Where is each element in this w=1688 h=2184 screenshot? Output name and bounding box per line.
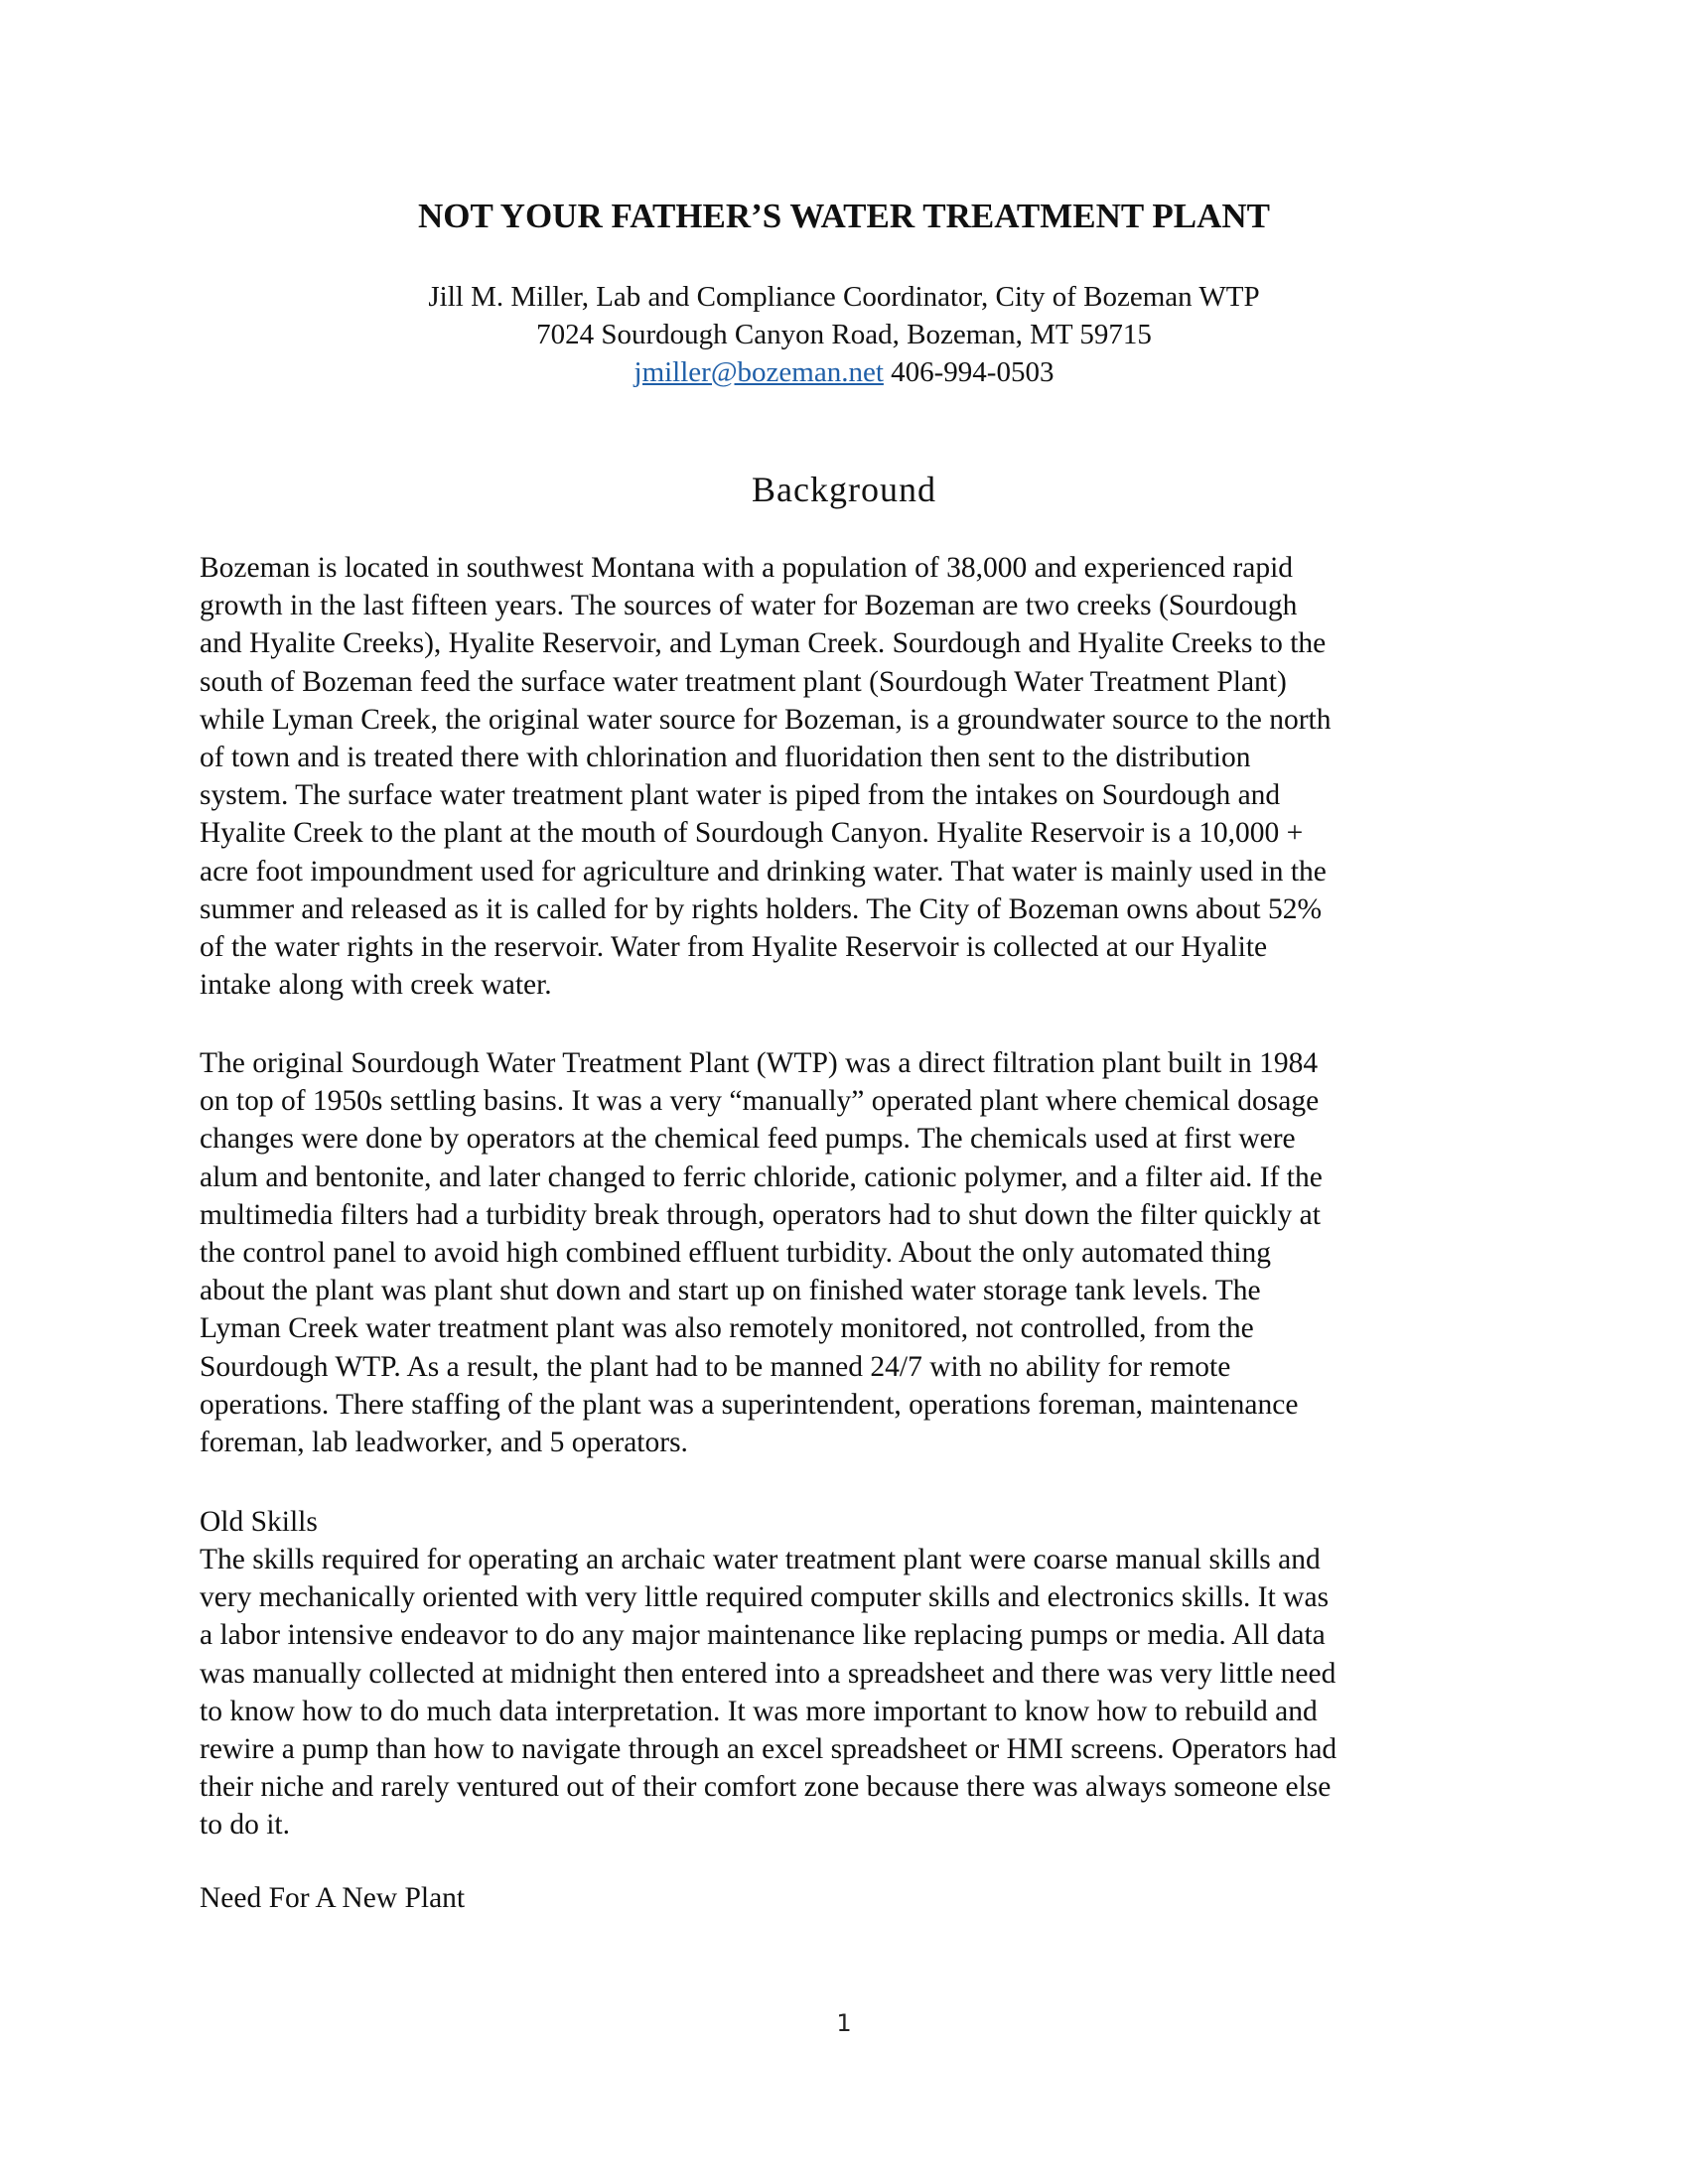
address-line: 7024 Sourdough Canyon Road, Bozeman, MT 59715: [536, 319, 1152, 350]
text-line: intake along with creek water.: [200, 969, 552, 1002]
text-line: rewire a pump than how to navigate through an excel spreadsheet or HMI screens. Operators had: [200, 1733, 1337, 1766]
text-line: was manually collected at midnight then entered into a spreadsheet and there was very little need: [200, 1657, 1336, 1690]
text-line: multimedia filters had a turbidity break through, operators had to shut down the filter quickly at: [200, 1198, 1321, 1231]
text-line: the control panel to avoid high combined effluent turbidity. About the only automated thing: [200, 1237, 1271, 1270]
text-line: of town and is treated there with chlorination and fluoridation then sent to the distribution: [200, 742, 1251, 774]
paragraph-background: [200, 549, 1490, 1004]
text-line: growth in the last fifteen years. The sources of water for Bozeman are two creeks (Sourdough: [200, 590, 1298, 622]
text-line: system. The surface water treatment plant water is piped from the intakes on Sourdough and: [200, 779, 1281, 812]
paragraph-old-skills: [200, 1541, 1490, 1844]
text-line: changes were done by operators at the chemical feed pumps. The chemicals used at first were: [200, 1123, 1296, 1156]
text-line: on top of 1950s settling basins. It was a very “manually” operated plant where chemical dosage: [200, 1085, 1320, 1118]
text-line: to do it.: [200, 1809, 290, 1842]
page-number: 1: [836, 2009, 852, 2037]
text-line: foreman, lab leadworker, and 5 operators.: [200, 1427, 688, 1459]
text-line: their niche and rarely ventured out of their comfort zone because there was always someone else: [200, 1771, 1332, 1804]
section-heading-background: Background: [752, 470, 936, 509]
subheading-old-skills: Old Skills: [200, 1506, 318, 1538]
text-line: summer and released as it is called for by rights holders. The City of Bozeman owns about 52%: [200, 892, 1323, 925]
text-line: and Hyalite Creeks), Hyalite Reservoir, and Lyman Creek. Sourdough and Hyalite Creeks to the: [200, 627, 1327, 660]
text-line: operations. There staffing of the plant was a superintendent, operations foreman, maintenance: [200, 1388, 1299, 1421]
text-line: alum and bentonite, and later changed to ferric chloride, cationic polymer, and a filter aid. If the: [200, 1160, 1323, 1193]
text-line: of the water rights in the reservoir. Water from Hyalite Reservoir is collected at our Hyalite: [200, 931, 1268, 964]
text-line: Bozeman is located in southwest Montana with a population of 38,000 and experienced rapid: [200, 552, 1294, 584]
text-line: a labor intensive endeavor to do any major maintenance like replacing pumps or media. All data: [200, 1619, 1326, 1652]
text-line: south of Bozeman feed the surface water treatment plant (Sourdough Water Treatment Plant): [200, 665, 1287, 698]
email-link[interactable]: jmiller@bozeman.net: [633, 356, 884, 388]
subheading-need-new-plant: Need For A New Plant: [200, 1882, 466, 1914]
text-line: Lyman Creek water treatment plant was also remotely monitored, not controlled, from the: [200, 1312, 1254, 1345]
text-line: The original Sourdough Water Treatment Plant (WTP) was a direct filtration plant built in 1984: [200, 1047, 1319, 1079]
text-line: Sourdough WTP. As a result, the plant had to be manned 24/7 with no ability for remote: [200, 1350, 1231, 1383]
text-line: acre foot impoundment used for agriculture and drinking water. That water is mainly used in the: [200, 855, 1327, 887]
author-line: Jill M. Miller, Lab and Compliance Coordinator, City of Bozeman WTP: [428, 281, 1260, 313]
phone-number: 406-994-0503: [883, 356, 1055, 388]
text-line: to know how to do much data interpretation. It was more important to know how to rebuild and: [200, 1695, 1318, 1727]
author-block: [0, 278, 1688, 391]
text-line: while Lyman Creek, the original water source for Bozeman, is a groundwater source to the north: [200, 703, 1332, 736]
contact-line: [0, 353, 1688, 391]
text-line: about the plant was plant shut down and start up on finished water storage tank levels. The: [200, 1275, 1261, 1307]
paragraph-original-plant: [200, 1044, 1490, 1461]
text-line: very mechanically oriented with very little required computer skills and electronics skills. It was: [200, 1581, 1330, 1614]
document-title: NOT YOUR FATHER’S WATER TREATMENT PLANT: [418, 197, 1270, 235]
text-line: The skills required for operating an archaic water treatment plant were coarse manual skills and: [200, 1544, 1321, 1575]
text-line: Hyalite Creek to the plant at the mouth of Sourdough Canyon. Hyalite Reservoir is a 10,000 +: [200, 817, 1304, 850]
